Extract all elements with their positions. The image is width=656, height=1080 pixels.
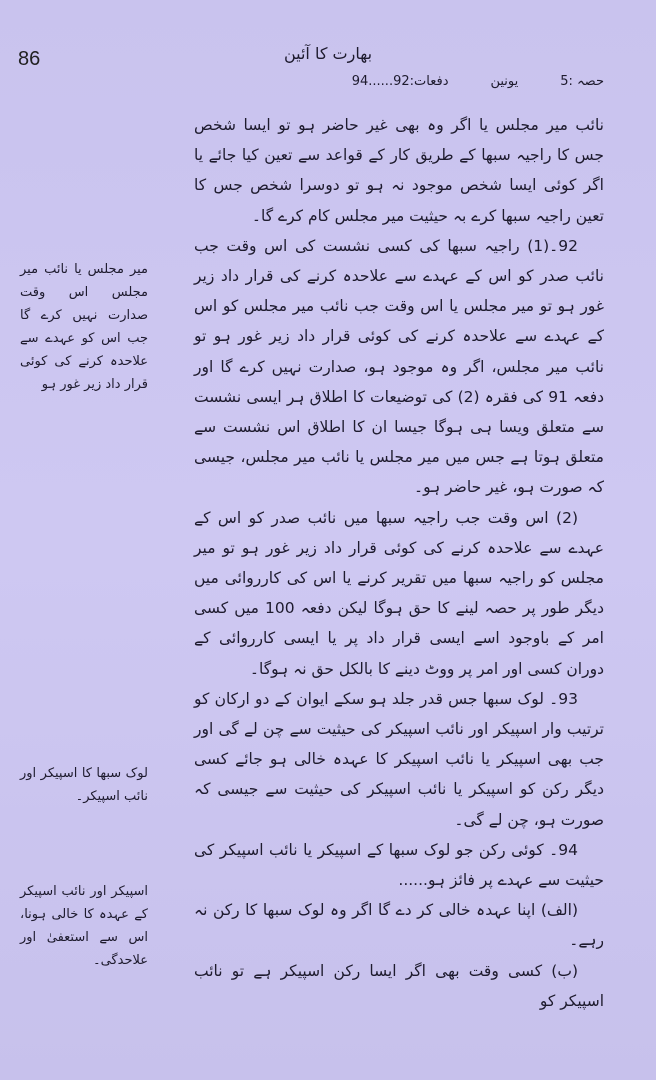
paragraph-section-93: 93۔ لوک سبھا جس قدر جلد ہو سکے ایوان کے دو ارکان کو ترتیب وار اسپیکر اور نائب اسپیکر کی حیثیت سے چن لے گی اور جب بھی اسپیکر یا نائب اسپیکر کا عہدہ خالی ہو جائے کسی دیگر رکن کو اسپیکر یا نائب اسپیکر کی حیثیت سے جیسی کہ صورت ہو، چن لے گی۔ bbox=[194, 689, 604, 829]
paragraph-continuation: نائب میر مجلس یا اگر وہ بھی غیر حاضر ہو تو ایسا شخص جس کا راجیہ سبھا کے طریق کار کے قواعد سے تعین کیا جائے یا اگر کوئی ایسا شخص موجود نہ ہو تو دوسرا شخص جس کا تعین راجیہ سبھا کرے بہ حیثیت میر مجلس کام کرے گا۔ bbox=[194, 116, 604, 225]
sidenote-93 bbox=[20, 762, 148, 808]
paragraph-clause-b: (ب) کسی وقت بھی اگر ایسا رکن اسپیکر ہے تو نائب اسپیکر کو bbox=[194, 961, 604, 1010]
paragraph-section-92-1: 92۔(1) راجیہ سبھا کی کسی نشست کی اس وقت جب نائب صدر کو اس کے عہدے سے علاحدہ کرنے کی قرار داد زیر غور ہو تو میر مجلس یا اس وقت جب نائب میر مجلس کو اس کے عہدے سے علاحدہ کرنے کی کوئی قرار داد زیر غور ہو تو نائب میر مجلس، اگر وہ موجود ہو، صدارت نہیں کرے گا اور دفعہ 91 کی فقرہ (2) کی توضیعات کا اطلاق ہر ایسی نشست سے متعلق ویسا ہی ہوگا جیسا ان کا اطلاق اس نشست سے متعلق ہوتا ہے جس میں میر مجلس یا نائب میر مجلس، جیسی کہ صورت ہو، غیر حاضر ہو۔ bbox=[194, 236, 605, 497]
sidenote-94 bbox=[20, 880, 148, 972]
paragraph-section-94: 94۔ کوئی رکن جو لوک سبھا کے اسپیکر یا نائب اسپیکر کی حیثیت سے عہدے پر فائز ہو...... bbox=[194, 840, 604, 890]
unit-label: یونین bbox=[490, 74, 519, 89]
page-number: 86 bbox=[18, 48, 41, 70]
sections-label: دفعات:92......94 bbox=[351, 74, 449, 89]
paragraph-clause-a: (الف) اپنا عہدہ خالی کر دے گا اگر وہ لوک سبھا کا رکن نہ رہے۔ bbox=[194, 901, 604, 950]
part-label: حصہ :5 bbox=[560, 74, 604, 89]
book-title: بھارت کا آئین bbox=[283, 44, 373, 63]
running-header bbox=[250, 74, 604, 89]
paragraph-section-92-2: (2) اس وقت جب راجیہ سبھا میں نائب صدر کو اس کے عہدے سے علاحدہ کرنے کی کوئی قرار داد زیر غور ہو تو میر مجلس کو راجیہ سبھا میں تقریر کرنے یا اس کی کارروائی میں دیگر طور پر حصہ لینے کا حق ہوگا لیکن دفعہ 100 میں کسی امر کے باوجود اسے ایسی قرار داد پر یا ایسی کارروائی کے دوران کسی اور امر پر ووٹ دینے کا بالکل حق نہ ہوگا۔ bbox=[194, 508, 604, 678]
sidenote-text: لوک سبھا کا اسپیکر اور نائب اسپیکر۔ bbox=[20, 766, 148, 804]
sidenote-text: میر مجلس یا نائب میر مجلس اس وقت صدارت نہیں کرے گا جب اس کو عہدے سے علاحدہ کرنے کی کوئی قرار داد زیر غور ہو bbox=[20, 262, 148, 392]
sidenote-text: اسپیکر اور نائب اسپیکر کے عہدہ کا خالی ہونا، اس سے استعفیٰ اور علاحدگی۔ bbox=[20, 884, 148, 968]
sidenote-92 bbox=[20, 258, 148, 396]
main-text bbox=[194, 110, 604, 1016]
